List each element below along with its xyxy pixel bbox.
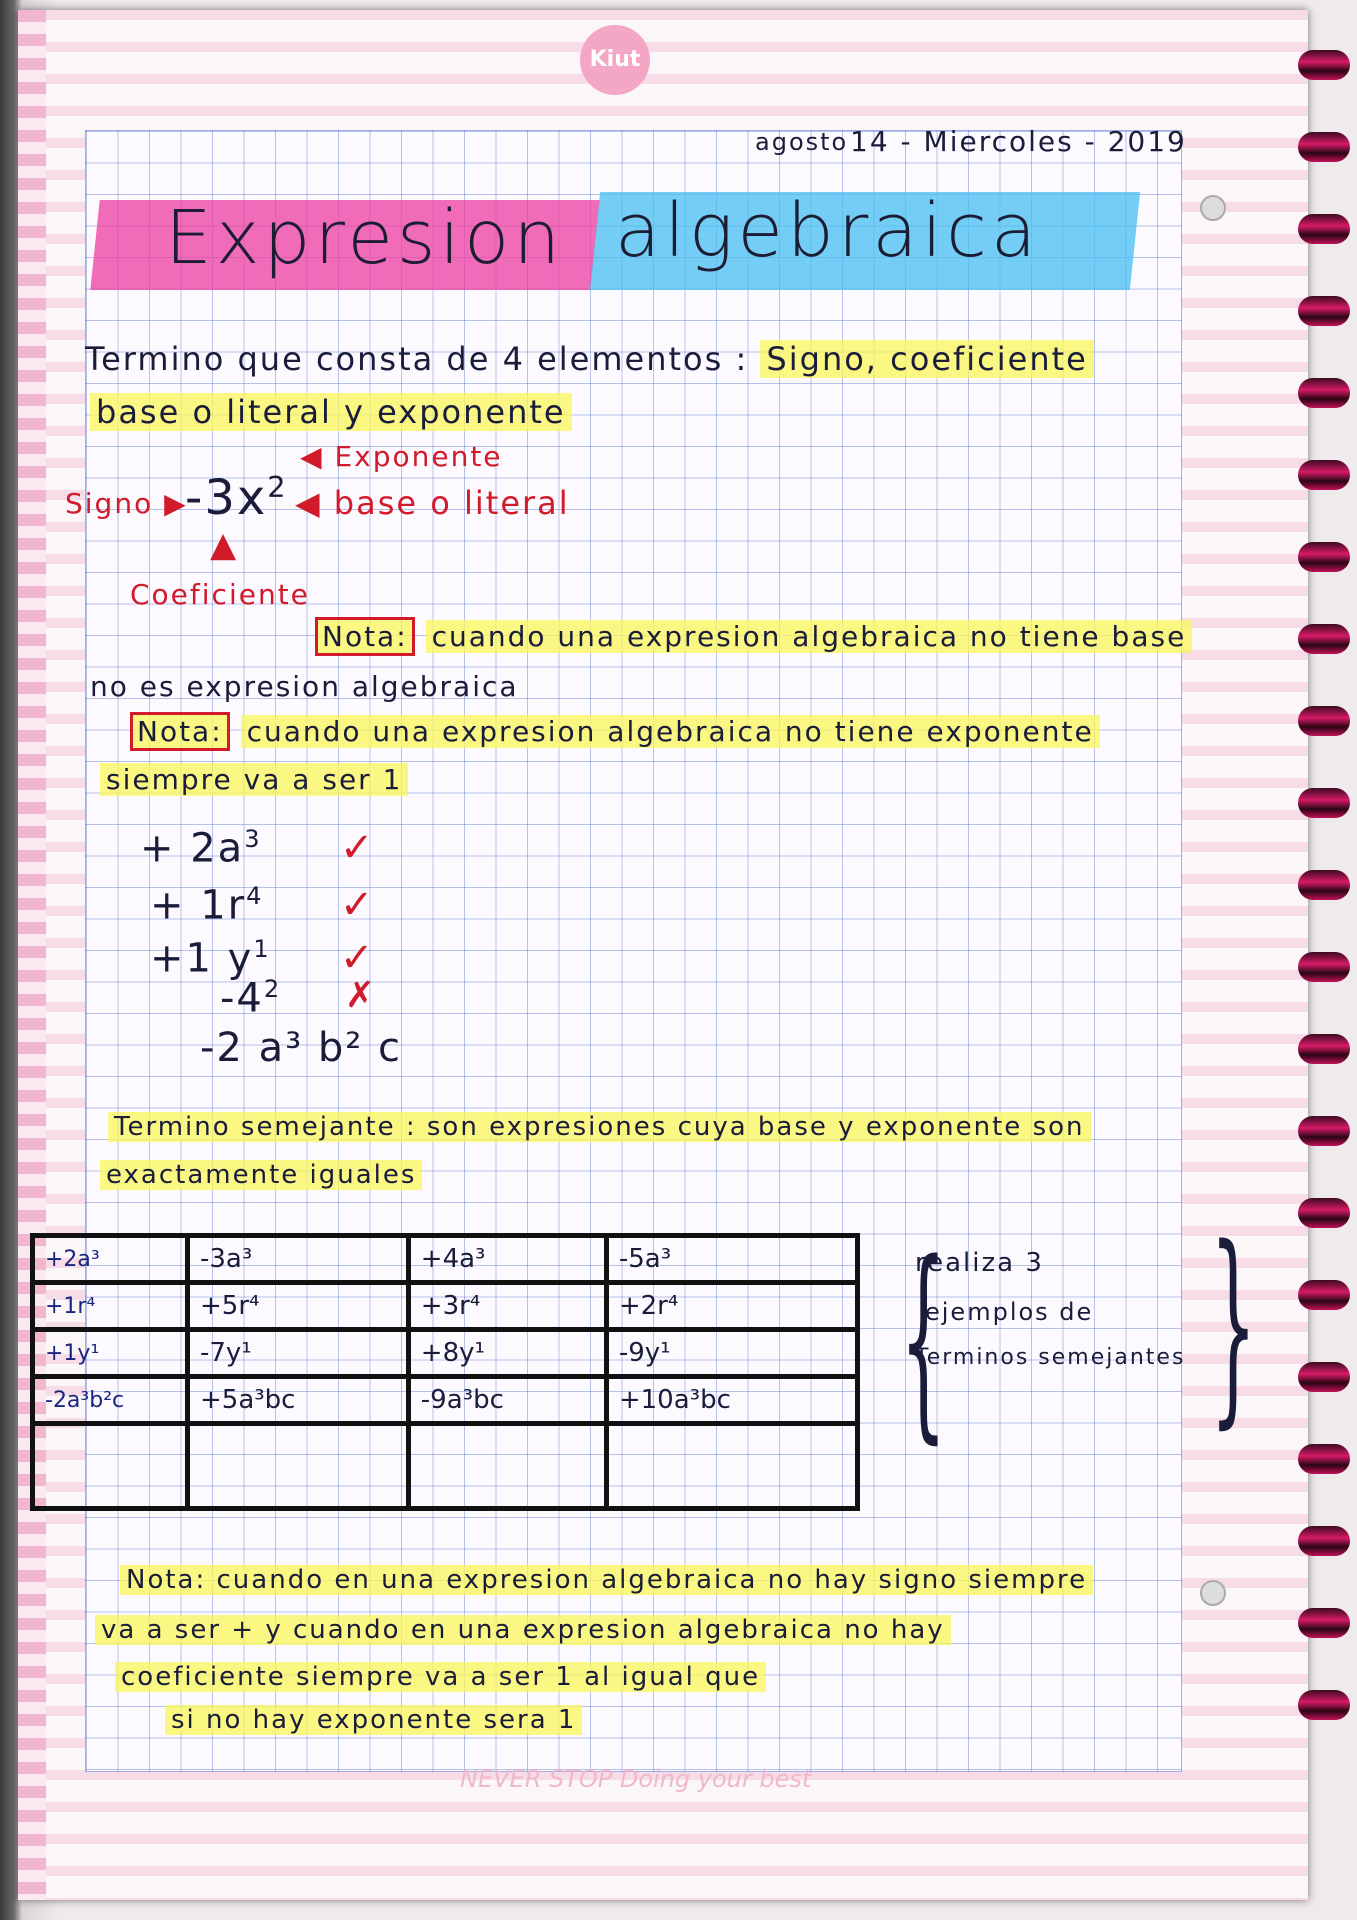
nota2-line1	[130, 715, 1100, 748]
brand-logo: Kiut	[580, 25, 650, 95]
table-cell: +10a³bc	[606, 1377, 857, 1424]
table-cell: -5a³	[606, 1236, 857, 1283]
example-base: +1 y	[150, 935, 254, 982]
example-row	[140, 825, 261, 871]
ring	[1298, 132, 1350, 162]
ring	[1298, 624, 1350, 654]
table-cell: -9a³bc	[408, 1377, 606, 1424]
ring	[1298, 952, 1350, 982]
nota1-tag: Nota:	[315, 617, 415, 656]
nota2-tag: Nota:	[130, 712, 230, 751]
table-cell	[606, 1424, 857, 1509]
nota1-line1	[315, 620, 1192, 653]
table-cell: -7y¹	[188, 1330, 409, 1377]
left-brace: {	[900, 1217, 947, 1462]
example-row: -2 a³ b² c	[200, 1025, 402, 1071]
header-date: 14 - Miercoles - 2019	[850, 125, 1187, 158]
example-exp: 1	[253, 935, 271, 963]
check-icon: ✓	[340, 825, 376, 871]
table-cell: +5r⁴	[188, 1283, 409, 1330]
ring	[1298, 542, 1350, 572]
label-base-text: base o literal	[333, 484, 570, 522]
label-exponent-text: Exponente	[334, 440, 503, 473]
example-exp: 2	[263, 975, 282, 1003]
example-base: + 1r	[150, 882, 247, 929]
table-note-line3: Terminos semejantes	[915, 1345, 1186, 1370]
example-base: + 2a	[140, 825, 245, 872]
nota3-line4: si no hay exponente sera 1	[165, 1705, 582, 1735]
table-cell	[33, 1424, 188, 1509]
definition-line2: base o literal y exponente	[90, 393, 572, 431]
table-cell: +3r⁴	[408, 1283, 606, 1330]
table-row	[33, 1283, 858, 1330]
semejantes-table	[30, 1233, 860, 1511]
semejante-line2: exactamente iguales	[100, 1160, 422, 1190]
title-part1: Expresion	[165, 195, 565, 281]
header-month: agosto	[755, 128, 849, 156]
ring	[1298, 706, 1350, 736]
ring	[1298, 1198, 1350, 1228]
ring	[1298, 788, 1350, 818]
ring	[1298, 1116, 1350, 1146]
right-brace: }	[1210, 1202, 1257, 1447]
ring	[1298, 1034, 1350, 1064]
arrow-up-icon: ▲	[210, 525, 239, 565]
table-cell: +2a³	[33, 1236, 188, 1283]
ring	[1298, 214, 1350, 244]
ring	[1298, 1280, 1350, 1310]
table-note-line2: ejemplos de	[925, 1298, 1094, 1326]
example-exp: 4	[246, 882, 264, 910]
label-sign-text: Signo	[65, 487, 154, 520]
table-cell: +1r⁴	[33, 1283, 188, 1330]
example-base: -4	[220, 975, 264, 1022]
label-coefficient: Coeficiente	[130, 578, 310, 611]
definition-highlight: Signo, coeficiente	[760, 340, 1093, 378]
table-row	[33, 1377, 858, 1424]
ring	[1298, 50, 1350, 80]
definition-text: Termino que consta de 4 elementos :	[85, 340, 749, 378]
ring	[1298, 1444, 1350, 1474]
ring	[1298, 296, 1350, 326]
label-sign: Signo ▶	[65, 487, 188, 520]
table-cell	[408, 1424, 606, 1509]
title-part2: algebraica	[615, 188, 1041, 274]
table-cell: +1y¹	[33, 1330, 188, 1377]
table-row	[33, 1236, 858, 1283]
check-icon: ✓	[340, 935, 376, 981]
diagram-term-base: -3x	[185, 470, 268, 526]
table-cell: -2a³b²c	[33, 1377, 188, 1424]
table-cell: +4a³	[408, 1236, 606, 1283]
nota2-text: cuando una expresion algebraica no tiene exponente	[241, 715, 1100, 748]
ring	[1298, 378, 1350, 408]
page-edge-stripes	[18, 10, 46, 1900]
table-cell: +8y¹	[408, 1330, 606, 1377]
label-base: ◀ base o literal	[295, 484, 570, 522]
binder-hole	[1200, 1580, 1226, 1606]
ring	[1298, 1690, 1350, 1720]
spiral-binding	[1290, 50, 1357, 1770]
example-exp: 3	[244, 825, 262, 853]
definition-line1	[85, 340, 1094, 378]
nota2-line2: siempre va a ser 1	[100, 763, 408, 796]
table-cell: +5a³bc	[188, 1377, 409, 1424]
nota3-line1: Nota: cuando en una expresion algebraica no hay signo siempre	[120, 1565, 1093, 1595]
label-exponent: ◀ Exponente	[300, 440, 503, 473]
table-cell: -3a³	[188, 1236, 409, 1283]
semejante-line1: Termino semejante : son expresiones cuya base y exponente son	[108, 1112, 1091, 1142]
diagram-term	[185, 470, 288, 526]
table-row	[33, 1330, 858, 1377]
cross-icon: ✗	[345, 975, 378, 1016]
table-cell: -9y¹	[606, 1330, 857, 1377]
ring	[1298, 460, 1350, 490]
table-cell: +2r⁴	[606, 1283, 857, 1330]
example-row	[150, 882, 263, 928]
binder-hole	[1200, 195, 1226, 221]
nota3-line3: coeficiente siempre va a ser 1 al igual que	[115, 1662, 766, 1692]
table-row	[33, 1424, 858, 1509]
check-icon: ✓	[340, 882, 376, 928]
diagram-term-exp: 2	[267, 470, 288, 504]
ring	[1298, 1526, 1350, 1556]
table-cell	[188, 1424, 409, 1509]
ring	[1298, 1608, 1350, 1638]
ring	[1298, 870, 1350, 900]
table-note-line1: realiza 3	[915, 1248, 1044, 1278]
footer-slogan: NEVER STOP Doing your best	[460, 1765, 812, 1793]
example-row	[220, 975, 281, 1021]
ring	[1298, 1362, 1350, 1392]
nota3-line2: va a ser + y cuando en una expresion algebraica no hay	[95, 1615, 951, 1645]
nota1-text: cuando una expresion algebraica no tiene base	[426, 620, 1193, 653]
nota1-line2: no es expresion algebraica	[90, 670, 519, 703]
